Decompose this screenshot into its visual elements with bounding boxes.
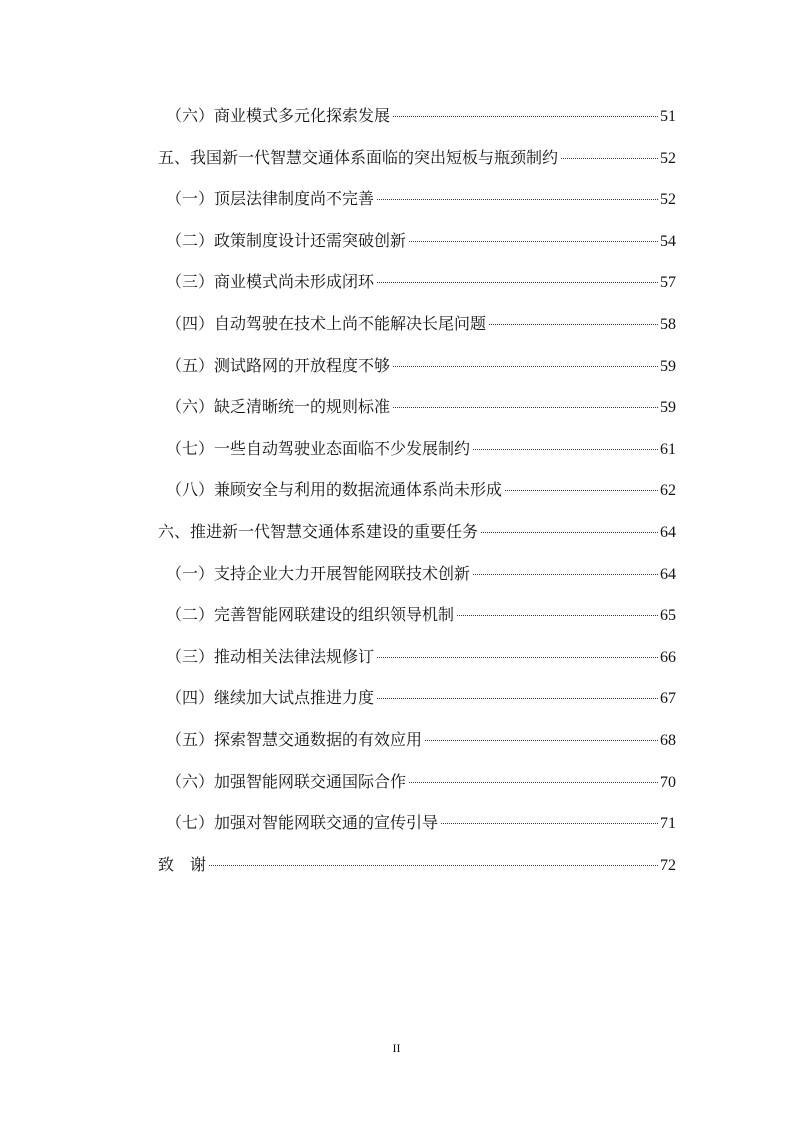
- toc-entry[interactable]: [158, 140, 676, 182]
- toc-entry-title: （六）加强智能网联交通国际合作: [166, 771, 407, 791]
- toc-entry-title: （六）商业模式多元化探索发展: [166, 106, 391, 125]
- toc-entry-title: （二）政策制度设计还需突破创新: [166, 230, 407, 250]
- toc-dot-leader: [505, 490, 658, 491]
- toc-entry-title: 六、推进新一代智慧交通体系建设的重要任务: [158, 521, 479, 541]
- toc-dot-leader: [393, 366, 658, 367]
- toc-entry[interactable]: [158, 306, 676, 348]
- toc-dot-leader: [489, 324, 658, 325]
- toc-entry-page: 66: [660, 648, 676, 666]
- toc-entry[interactable]: [158, 472, 676, 514]
- toc-dot-leader: [377, 282, 658, 283]
- toc-entry-title: （四）继续加大试点推进力度: [166, 688, 375, 708]
- toc-entry[interactable]: [158, 680, 676, 722]
- toc-dot-leader: [409, 782, 658, 783]
- toc-entry[interactable]: [158, 639, 676, 681]
- toc-dot-leader: [425, 740, 658, 741]
- toc-entry-page: 68: [660, 731, 676, 749]
- toc-entry-title: （三）推动相关法律法规修订: [166, 646, 375, 666]
- toc-entry[interactable]: [158, 847, 676, 889]
- toc-entry-page: 58: [660, 315, 676, 333]
- toc-entry-title: （八）兼顾安全与利用的数据流通体系尚未形成: [166, 480, 503, 500]
- toc-dot-leader: [409, 241, 658, 242]
- toc-entry-title: （一）支持企业大力开展智能网联技术创新: [166, 563, 471, 583]
- toc-entry-title: （二）完善智能网联建设的组织领导机制: [166, 605, 455, 625]
- toc-entry[interactable]: [158, 556, 676, 598]
- toc-entry-title: （五）测试路网的开放程度不够: [166, 355, 391, 375]
- toc-entry[interactable]: [158, 514, 676, 556]
- toc-entry[interactable]: [158, 181, 676, 223]
- toc-entry-page: 57: [660, 274, 676, 292]
- toc-entry[interactable]: [158, 722, 676, 764]
- toc-entry-title: （六）缺乏清晰统一的规则标准: [166, 397, 391, 417]
- toc-dot-leader: [377, 698, 658, 699]
- toc-entry-page: 61: [660, 440, 676, 458]
- toc-entry-page: 71: [660, 815, 676, 833]
- toc-dot-leader: [441, 823, 658, 824]
- toc-entry-page: 72: [660, 856, 676, 874]
- table-of-contents: [158, 98, 676, 888]
- toc-entry-title: 致 谢: [158, 854, 207, 874]
- toc-entry[interactable]: [158, 805, 676, 847]
- toc-entry-title: （七）一些自动驾驶业态面临不少发展制约: [166, 438, 471, 458]
- toc-entry-page: 67: [660, 690, 676, 708]
- toc-entry[interactable]: [158, 597, 676, 639]
- toc-entry-page: 65: [660, 607, 676, 625]
- toc-entry-title: （一）顶层法律制度尚不完善: [166, 189, 375, 209]
- toc-entry-page: 52: [660, 191, 676, 209]
- toc-entry[interactable]: [158, 348, 676, 390]
- toc-dot-leader: [377, 199, 658, 200]
- toc-dot-leader: [209, 865, 658, 866]
- toc-entry[interactable]: [158, 98, 676, 140]
- toc-entry-page: 52: [660, 149, 676, 167]
- toc-entry-page: 64: [660, 523, 676, 541]
- toc-entry[interactable]: [158, 764, 676, 806]
- toc-entry-title: （五）探索智慧交通数据的有效应用: [166, 729, 423, 749]
- toc-entry[interactable]: [158, 223, 676, 265]
- toc-entry-title: （三）商业模式尚未形成闭环: [166, 272, 375, 292]
- toc-entry[interactable]: [158, 264, 676, 306]
- toc-entry-page: 62: [660, 482, 676, 500]
- toc-entry[interactable]: [158, 431, 676, 473]
- toc-entry[interactable]: [158, 389, 676, 431]
- toc-dot-leader: [377, 657, 658, 658]
- toc-entry-page: 59: [660, 399, 676, 417]
- toc-dot-leader: [473, 449, 658, 450]
- toc-dot-leader: [457, 615, 658, 616]
- toc-dot-leader: [393, 407, 658, 408]
- toc-entry-page: 64: [660, 565, 676, 583]
- toc-entry-page: 59: [660, 357, 676, 375]
- toc-dot-leader: [481, 532, 658, 533]
- toc-entry-title: （七）加强对智能网联交通的宣传引导: [166, 813, 439, 833]
- toc-entry-title: （四）自动驾驶在技术上尚不能解决长尾问题: [166, 313, 487, 333]
- toc-dot-leader: [473, 574, 658, 575]
- toc-entry-title: 五、我国新一代智慧交通体系面临的突出短板与瓶颈制约: [158, 147, 559, 167]
- page-number: II: [392, 1041, 401, 1055]
- toc-dot-leader: [561, 158, 658, 159]
- toc-dot-leader: [393, 116, 658, 117]
- toc-entry-page: 54: [660, 232, 676, 250]
- toc-entry-page: 51: [660, 108, 676, 125]
- toc-entry-page: 70: [660, 773, 676, 791]
